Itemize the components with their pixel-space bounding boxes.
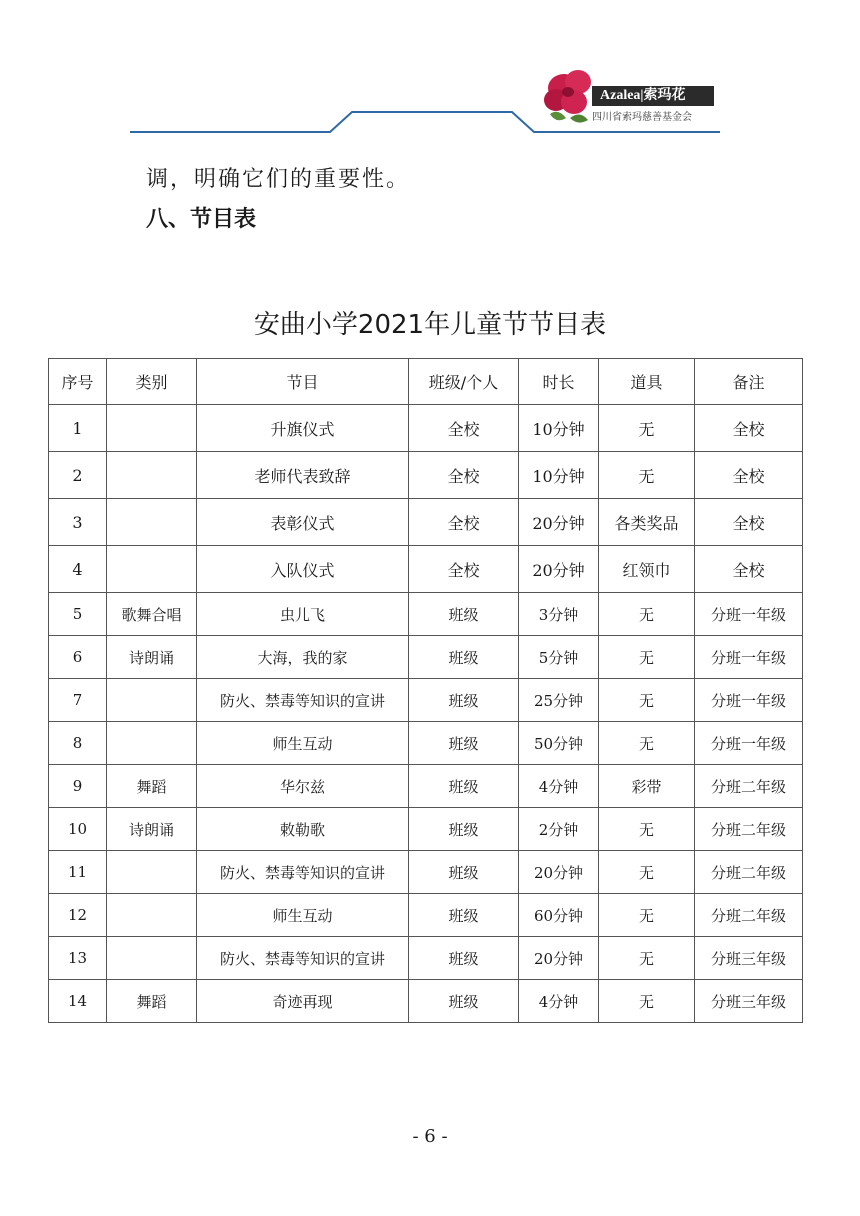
cell-category: 歌舞合唱	[107, 593, 197, 636]
azalea-flower-icon	[540, 62, 600, 132]
cell-number: 10	[49, 808, 107, 851]
cell-duration: 20分钟	[519, 499, 599, 546]
cell-note: 分班一年级	[695, 593, 803, 636]
cell-duration: 25分钟	[519, 679, 599, 722]
cell-props: 无	[599, 808, 695, 851]
cell-props: 无	[599, 980, 695, 1023]
table-body	[49, 405, 803, 1023]
cell-note: 分班二年级	[695, 808, 803, 851]
column-header: 备注	[695, 359, 803, 405]
cell-note: 分班一年级	[695, 722, 803, 765]
cell-category: 诗朗诵	[107, 808, 197, 851]
cell-class: 班级	[409, 851, 519, 894]
cell-props: 无	[599, 851, 695, 894]
cell-class: 全校	[409, 546, 519, 593]
cell-duration: 20分钟	[519, 937, 599, 980]
cell-program: 敕勒歌	[197, 808, 409, 851]
cell-program: 老师代表致辞	[197, 452, 409, 499]
table-row	[49, 980, 803, 1023]
cell-props: 无	[599, 452, 695, 499]
cell-props: 红领巾	[599, 546, 695, 593]
cell-class: 班级	[409, 808, 519, 851]
cell-duration: 5分钟	[519, 636, 599, 679]
cell-duration: 4分钟	[519, 765, 599, 808]
cell-class: 全校	[409, 499, 519, 546]
cell-program: 奇迹再现	[197, 980, 409, 1023]
cell-number: 9	[49, 765, 107, 808]
cell-program: 表彰仪式	[197, 499, 409, 546]
brand-name: Azalea|索玛花	[592, 86, 714, 106]
cell-category	[107, 851, 197, 894]
cell-program: 师生互动	[197, 894, 409, 937]
cell-program: 师生互动	[197, 722, 409, 765]
table-row	[49, 546, 803, 593]
cell-duration: 3分钟	[519, 593, 599, 636]
cell-class: 班级	[409, 894, 519, 937]
page-number: - 6 -	[412, 1126, 448, 1147]
cell-props: 各类奖品	[599, 499, 695, 546]
cell-props: 无	[599, 593, 695, 636]
column-header: 节目	[197, 359, 409, 405]
cell-number: 14	[49, 980, 107, 1023]
cell-duration: 2分钟	[519, 808, 599, 851]
cell-duration: 60分钟	[519, 894, 599, 937]
table-row	[49, 405, 803, 452]
column-header: 类别	[107, 359, 197, 405]
cell-note: 分班二年级	[695, 851, 803, 894]
cell-class: 班级	[409, 722, 519, 765]
cell-category: 诗朗诵	[107, 636, 197, 679]
cell-note: 分班一年级	[695, 679, 803, 722]
cell-number: 7	[49, 679, 107, 722]
table-row	[49, 851, 803, 894]
cell-program: 防火、禁毒等知识的宣讲	[197, 851, 409, 894]
table-row	[49, 593, 803, 636]
cell-category	[107, 937, 197, 980]
cell-class: 班级	[409, 636, 519, 679]
cell-class: 全校	[409, 452, 519, 499]
cell-number: 1	[49, 405, 107, 452]
section-heading: 八、节目表	[146, 207, 257, 232]
cell-program: 防火、禁毒等知识的宣讲	[197, 679, 409, 722]
header-rule	[0, 0, 860, 140]
cell-note: 全校	[695, 546, 803, 593]
cell-class: 班级	[409, 679, 519, 722]
cell-category	[107, 452, 197, 499]
cell-category	[107, 679, 197, 722]
foundation-logo	[540, 62, 720, 132]
cell-props: 无	[599, 679, 695, 722]
table-row	[49, 636, 803, 679]
cell-duration: 20分钟	[519, 851, 599, 894]
cell-category	[107, 722, 197, 765]
cell-props: 无	[599, 894, 695, 937]
cell-note: 全校	[695, 452, 803, 499]
program-table	[48, 358, 803, 1023]
table-row	[49, 722, 803, 765]
table-row	[49, 499, 803, 546]
cell-duration: 50分钟	[519, 722, 599, 765]
table-title: 安曲小学2021年儿童节节目表	[253, 310, 607, 340]
column-header: 时长	[519, 359, 599, 405]
cell-number: 5	[49, 593, 107, 636]
cell-category	[107, 894, 197, 937]
cell-category	[107, 405, 197, 452]
cell-class: 班级	[409, 980, 519, 1023]
cell-number: 6	[49, 636, 107, 679]
cell-note: 分班三年级	[695, 937, 803, 980]
cell-duration: 4分钟	[519, 980, 599, 1023]
cell-number: 2	[49, 452, 107, 499]
cell-category	[107, 499, 197, 546]
intro-text: 调，明确它们的重要性。	[146, 167, 411, 192]
cell-props: 彩带	[599, 765, 695, 808]
cell-props: 无	[599, 405, 695, 452]
cell-note: 分班二年级	[695, 894, 803, 937]
cell-number: 11	[49, 851, 107, 894]
cell-program: 防火、禁毒等知识的宣讲	[197, 937, 409, 980]
cell-program: 升旗仪式	[197, 405, 409, 452]
cell-note: 全校	[695, 405, 803, 452]
cell-props: 无	[599, 636, 695, 679]
table-row	[49, 452, 803, 499]
cell-program: 虫儿飞	[197, 593, 409, 636]
cell-category: 舞蹈	[107, 765, 197, 808]
table-row	[49, 765, 803, 808]
cell-number: 12	[49, 894, 107, 937]
cell-duration: 20分钟	[519, 546, 599, 593]
table-row	[49, 894, 803, 937]
cell-number: 4	[49, 546, 107, 593]
table-row	[49, 937, 803, 980]
cell-class: 全校	[409, 405, 519, 452]
cell-note: 全校	[695, 499, 803, 546]
cell-category: 舞蹈	[107, 980, 197, 1023]
cell-program: 大海，我的家	[197, 636, 409, 679]
cell-number: 8	[49, 722, 107, 765]
cell-props: 无	[599, 937, 695, 980]
cell-duration: 10分钟	[519, 405, 599, 452]
table-row	[49, 679, 803, 722]
column-header: 序号	[49, 359, 107, 405]
cell-category	[107, 546, 197, 593]
cell-note: 分班一年级	[695, 636, 803, 679]
cell-props: 无	[599, 722, 695, 765]
cell-note: 分班三年级	[695, 980, 803, 1023]
cell-duration: 10分钟	[519, 452, 599, 499]
cell-class: 班级	[409, 765, 519, 808]
table-row	[49, 808, 803, 851]
cell-note: 分班二年级	[695, 765, 803, 808]
cell-program: 华尔兹	[197, 765, 409, 808]
cell-number: 13	[49, 937, 107, 980]
organization-name: 四川省索玛慈善基金会	[592, 112, 692, 123]
column-header: 道具	[599, 359, 695, 405]
table-header-row	[49, 359, 803, 405]
cell-class: 班级	[409, 593, 519, 636]
cell-number: 3	[49, 499, 107, 546]
cell-program: 入队仪式	[197, 546, 409, 593]
column-header: 班级/个人	[409, 359, 519, 405]
cell-class: 班级	[409, 937, 519, 980]
